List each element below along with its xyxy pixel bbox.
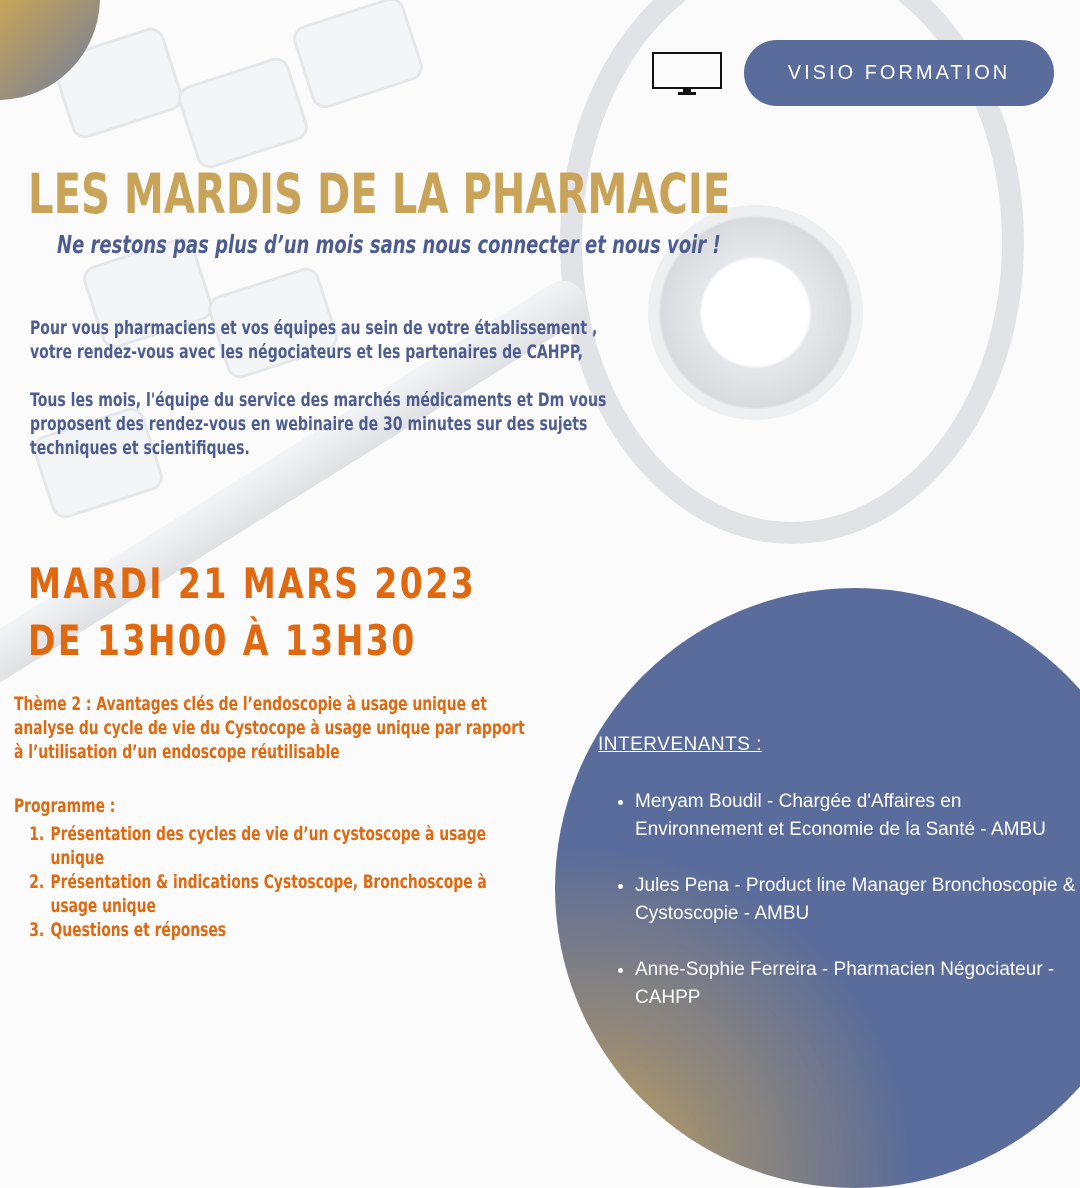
visio-formation-badge: VISIO FORMATION <box>744 40 1054 106</box>
speakers-title: INTERVENANTS : <box>598 734 762 755</box>
event-datetime <box>28 555 476 669</box>
intro-paragraph: Pour vous pharmaciens et vos équipes au sein de votre établissement , votre rendez-vous avec les négociateurs et les partenaires de CAHPP, <box>30 317 598 363</box>
page-title: LES MARDIS DE LA PHARMACIE <box>28 162 731 226</box>
speaker-item: • Meryam Boudil - Chargée d'Affaires en Environnement et Economie de la Santé - AMBU <box>635 788 1080 844</box>
intro-text <box>30 316 711 460</box>
intro-paragraph: Tous les mois, l'équipe du service des marchés médicaments et Dm vous proposent des rendez-vous en webinaire de 30 minutes sur des sujets techniques et scientifiques. <box>30 389 607 459</box>
speakers-list <box>612 788 1080 1040</box>
speaker-item: • Anne-Sophie Ferreira - Pharmacien Négociateur - CAHPP <box>635 956 1080 1012</box>
page-subtitle: Ne restons pas plus d’un mois sans nous connecter et nous voir ! <box>57 230 721 259</box>
theme-section <box>14 692 525 942</box>
theme-text: Thème 2 : Avantages clés de l’endoscopie à usage unique et analyse du cycle de vie du Cystocope à usage unique par rapport à l’utilisation d’un endoscope réutilisable <box>14 693 525 763</box>
program-title: Programme : <box>14 795 116 817</box>
monitor-icon <box>652 52 722 96</box>
event-time: DE 13H00 À 13H30 <box>28 616 417 665</box>
speaker-item: • Jules Pena - Product line Manager Bronchoscopie & Cystoscopie - AMBU <box>635 872 1080 928</box>
program-item: 1. Présentation des cycles de vie d’un cystoscope à usage unique <box>49 822 525 870</box>
event-date: MARDI 21 MARS 2023 <box>28 559 477 608</box>
keyboard-key-shape <box>290 0 427 112</box>
program-item: 3. Questions et réponses <box>49 918 525 942</box>
program-item: 2. Présentation & indications Cystoscope, Bronchoscope à usage unique <box>49 870 525 918</box>
program-list <box>14 822 525 942</box>
